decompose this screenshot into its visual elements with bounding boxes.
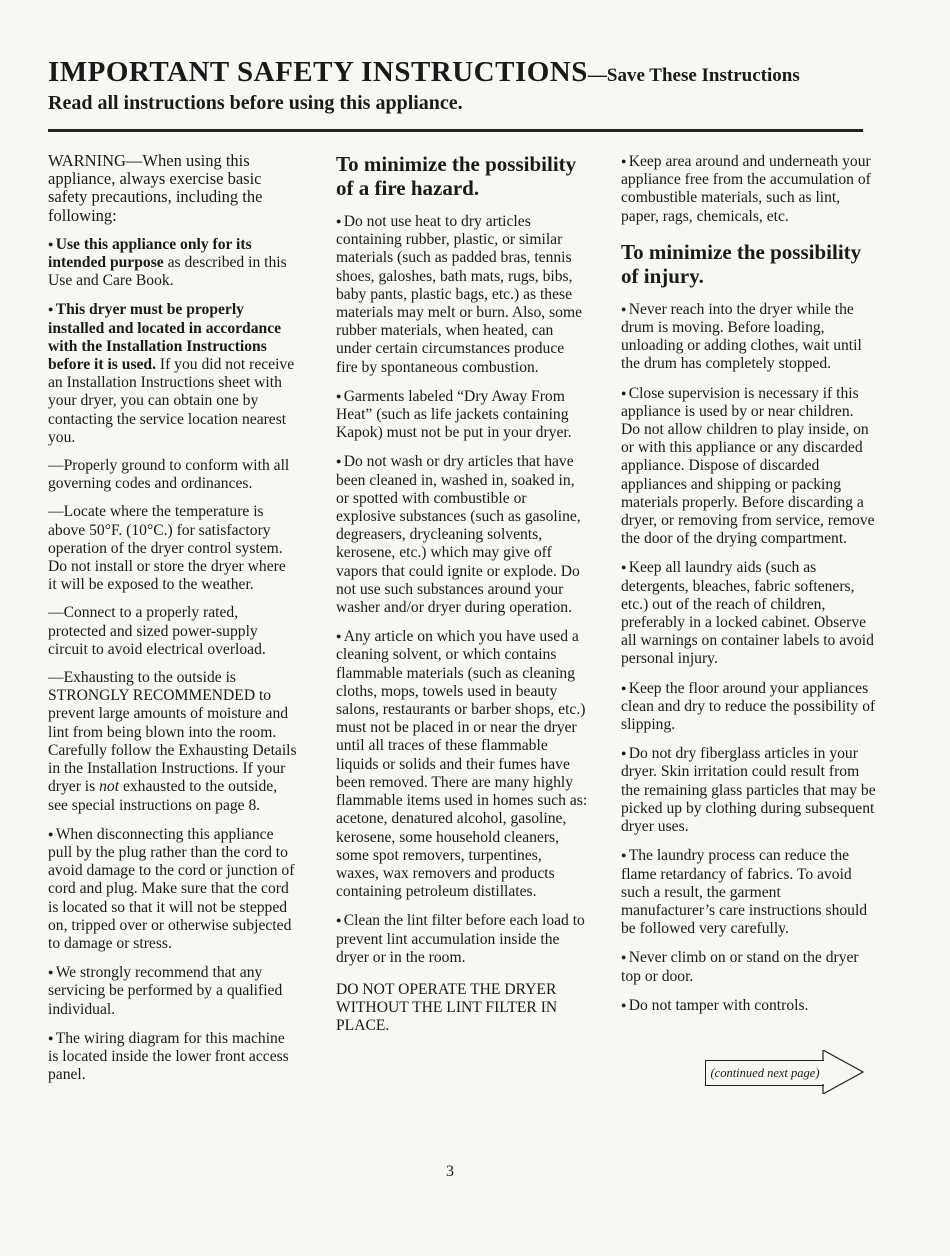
exhausting-item: [48, 669, 298, 815]
fiberglass-item: ● Do not dry fiberglass articles in your dryer. Skin irritation could result from the remaining glass particles that may be picked up by clothing during subsequent dryer uses.: [621, 744, 876, 836]
page-title: [48, 56, 888, 89]
children-supervision-item: ● Close supervision is necessary if this appliance is used by or near children. Do not allow children to play inside, on or with this appliance or any discarded appliance. Dispose of discarded appliances and shipping or packing materials properly. Before discarding a dryer, or removing from service, remove the door of the drying compartment.: [621, 384, 876, 549]
floor-clean-item: ● Keep the floor around your appliances clean and dry to reduce the possibility of slipping.: [621, 679, 876, 735]
exhausting-text-a: —Exhausting to the outside is STRONGLY RECOMMENDED to prevent large amounts of moisture and lint from being blown into the room. Carefully follow the Exhausting Details in the Installation Instructions. If your dryer is: [48, 669, 297, 796]
continued-next-page: [705, 1050, 865, 1094]
wiring-diagram-item: ● The wiring diagram for this machine is located inside the lower front access panel.: [48, 1029, 298, 1085]
temperature-item: —Locate where the temperature is above 50°F. (10°C.) for satisfactory operation of the dryer control system. Do not install or store the dryer where it will be exposed to the weather.: [48, 503, 286, 594]
fire-hazard-heading: To minimize the possibility of a fire hazard.: [336, 152, 577, 200]
column-injury: [621, 152, 876, 1025]
drum-moving-item: ● Never reach into the dryer while the drum is moving. Before loading, unloading or adding clothes, wait until the drum has completely stopped.: [621, 300, 876, 374]
keep-area-clear-item: ● Keep area around and underneath your appliance free from the accumulation of combustible materials, such as lint, paper, rags, chemicals, etc.: [621, 152, 876, 226]
exhausting-emphasis: not: [99, 778, 120, 796]
tamper-item: ● Do not tamper with controls.: [621, 996, 876, 1015]
lint-filter-item: ● Clean the lint filter before each load to prevent lint accumulation inside the dryer or in the room.: [336, 911, 588, 967]
warning-text: —When using this appliance, always exercise basic safety precautions, including the following:: [48, 151, 263, 225]
disconnecting-item: ● When disconnecting this appliance pull by the plug rather than the cord to avoid damage to the cord or junction of cord and plug. Make sure that the cord is located so that it will not be stepped on, tripped over or otherwise subjected to damage or stress.: [48, 825, 298, 953]
injury-heading: To minimize the possibility of injury.: [621, 239, 862, 288]
header-divider: [48, 129, 863, 132]
climb-item: ● Never climb on or stand on the dryer top or door.: [621, 948, 876, 985]
power-supply-item: —Connect to a properly rated, protected and sized power-supply circuit to avoid electrical overload.: [48, 604, 266, 658]
laundry-aids-item: ● Keep all laundry aids (such as detergents, bleaches, fabric softeners, etc.) out of the reach of children, preferably in a locked cabinet. Observe all warnings on container labels to avoid personal injury.: [621, 558, 876, 668]
column-fire-hazard: [336, 152, 588, 1046]
intended-purpose-item: [48, 235, 298, 291]
installation-item: [48, 300, 298, 447]
combustible-substances-item: ● Do not wash or dry articles that have been cleaned in, washed in, soaked in, or spotted with combustible or explosive substances (such as gasoline, degreasers, drycleaning solvents, kerosene, etc.) which may give off vapors that could ignite or explode. Do not use such substances around your washer and/or dryer during operation.: [336, 452, 588, 617]
intended-purpose-text: as described in this Use and Care Book.: [48, 254, 287, 290]
warning-label: WARNING: [48, 151, 126, 170]
continued-label: (continued next page): [705, 1060, 824, 1086]
title-main: IMPORTANT SAFETY INSTRUCTIONS: [48, 56, 588, 88]
column-general-warnings: [48, 152, 298, 1094]
page-subtitle: Read all instructions before using this appliance.: [48, 92, 463, 114]
exhausting-text-b: exhausted to the outside, see special instructions on page 8.: [48, 778, 278, 814]
warning-paragraph: [48, 152, 298, 225]
installation-bold: This dryer must be properly installed and located in accordance with the Installation Instructions before it is used.: [48, 301, 282, 374]
title-suffix: —Save These Instructions: [587, 65, 800, 86]
ground-item: —Properly ground to conform with all governing codes and ordinances.: [48, 457, 290, 493]
cleaning-solvent-item: ● Any article on which you have used a cleaning solvent, or which contains flammable materials (such as cleaning cloths, mops, towels used in beauty salons, restaurants or barber shops, etc.) must not be placed in or near the dryer until all traces of these flammable liquids or solids and their fumes have been removed. There are many highly flammable items used in homes such as: acetone, denatured alcohol, gasoline, kerosene, some household cleaners, some spot removers, turpentines, waxes, wax removers and products containing petroleum distillates.: [336, 627, 588, 901]
page-number: 3: [446, 1163, 454, 1180]
lint-filter-warning: DO NOT OPERATE THE DRYER WITHOUT THE LINT FILTER IN PLACE.: [336, 980, 558, 1035]
intended-purpose-bold: Use this appliance only for its intended purpose: [48, 235, 252, 272]
rubber-plastic-item: ● Do not use heat to dry articles containing rubber, plastic, or similar materials (such as padded bras, tennis shoes, galoshes, bath mats, rugs, bibs, baby pants, plastic bags, etc.) as these materials may melt or burn. Also, some rubber materials, when heated, can under certain circumstances produce fire by spontaneous combustion.: [336, 212, 588, 377]
flame-retardancy-item: ● The laundry process can reduce the flame retardancy of fabrics. To avoid such a result, the garment manufacturer’s care instructions should be followed very carefully.: [621, 846, 876, 938]
dry-away-from-heat-item: ● Garments labeled “Dry Away From Heat” (such as life jackets containing Kapok) must not be put in your dryer.: [336, 387, 588, 443]
servicing-item: ● We strongly recommend that any servicing be performed by a qualified individual.: [48, 963, 298, 1019]
installation-text: If you did not receive an Installation Instructions sheet with your dryer, you can obtain one by contacting the service location nearest you.: [48, 356, 295, 446]
